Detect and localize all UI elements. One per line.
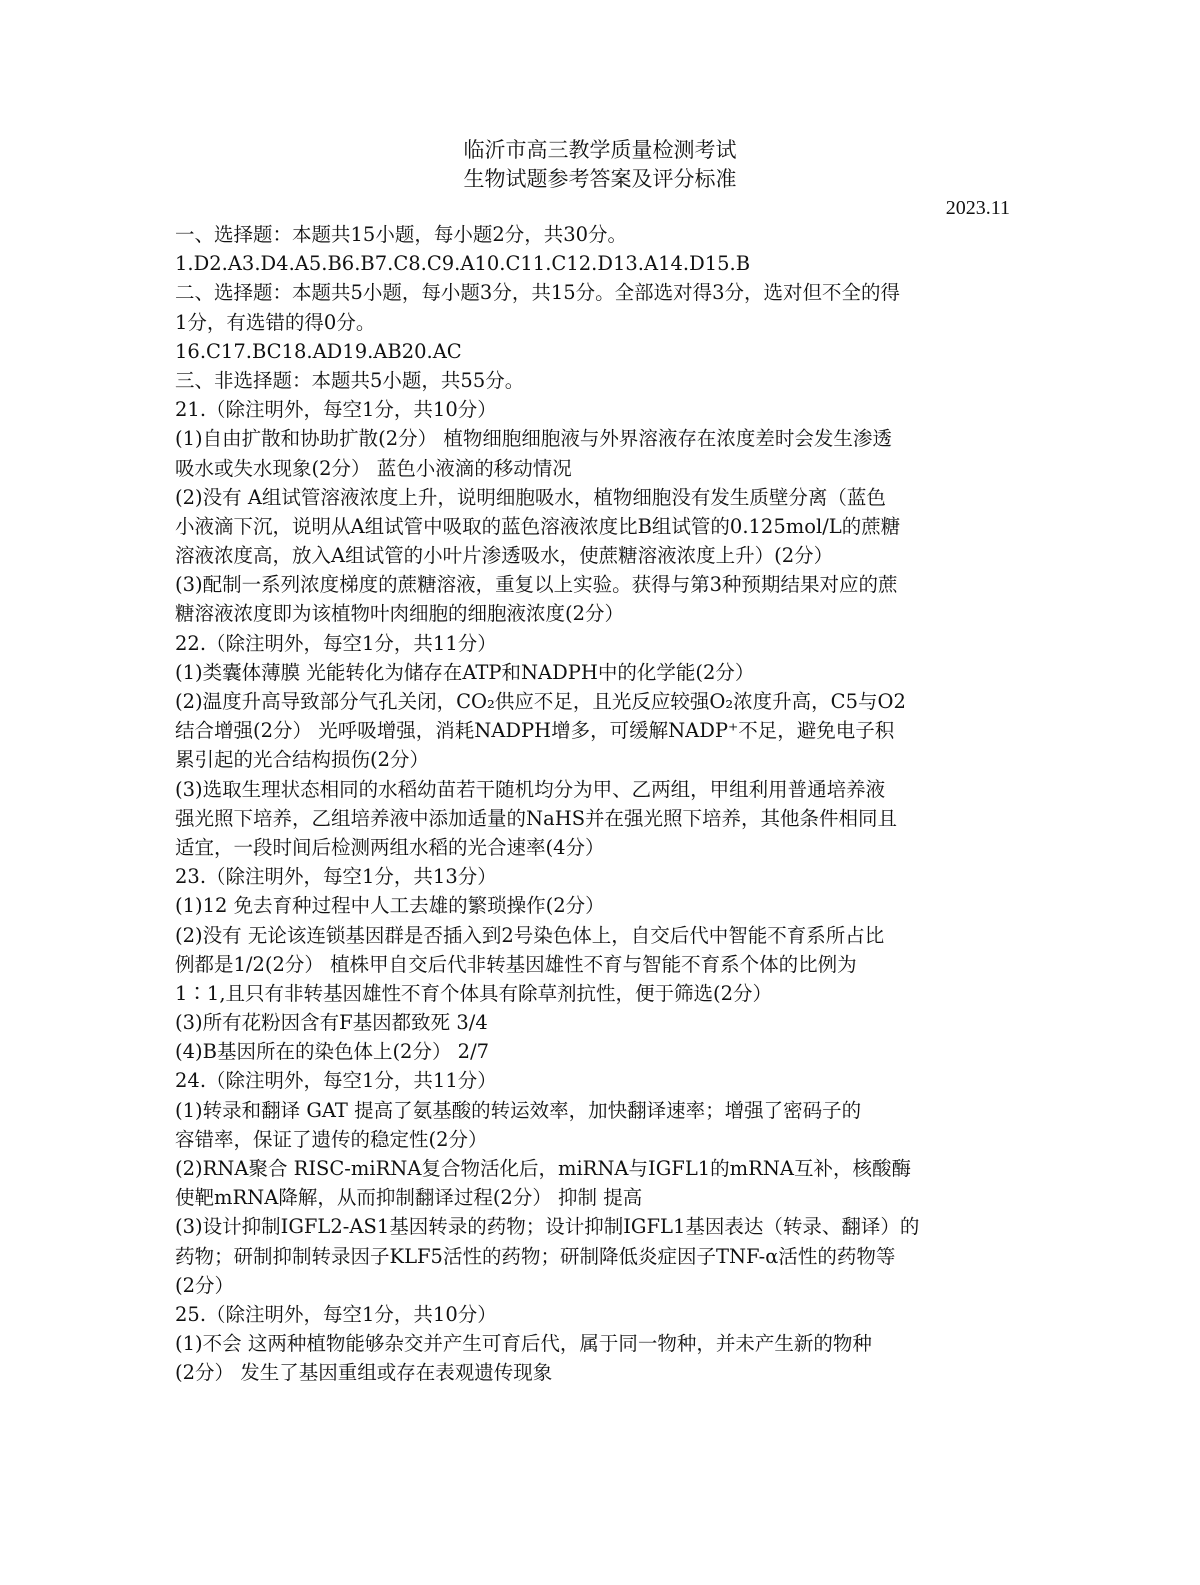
text-line: (2)没有 A组试管溶液浓度上升，说明细胞吸水，植物细胞没有发生质壁分离（蓝色 <box>175 485 886 509</box>
text-line: 1分，有选错的得0分。 <box>175 310 376 334</box>
answer-body <box>175 220 1015 1388</box>
question-heading: 22.（除注明外，每空1分，共11分） <box>175 631 497 655</box>
text-line: 例都是1/2(2分） 植株甲自交后代非转基因雄性不育与智能不育系个体的比例为 <box>175 952 857 976</box>
question-heading: 25.（除注明外，每空1分，共10分） <box>175 1302 497 1326</box>
text-line: 溶液浓度高，放入A组试管的小叶片渗透吸水，使蔗糖溶液浓度上升）(2分） <box>175 544 834 568</box>
text-line: 强光照下培养，乙组培养液中添加适量的NaHS并在强光照下培养，其他条件相同且 <box>175 806 898 830</box>
text-line: 小液滴下沉，说明从A组试管中吸取的蓝色溶液浓度比B组试管的0.125mol/L的蔗糖 <box>175 514 901 538</box>
text-line: 结合增强(2分） 光呼吸增强，消耗NADPH增多，可缓解NADP⁺不足，避免电子积 <box>175 719 895 743</box>
text-line: (3)选取生理状态相同的水稻幼苗若干随机均分为甲、乙两组，甲组利用普通培养液 <box>175 777 886 801</box>
question-heading: 24.（除注明外，每空1分，共11分） <box>175 1069 497 1093</box>
text-line: 1∶1,且只有非转基因雄性不育个体具有除草剂抗性，便于筛选(2分） <box>175 981 773 1005</box>
text-line: 累引起的光合结构损伤(2分） <box>175 748 430 772</box>
text-line: (1)类囊体薄膜 光能转化为储存在ATP和NADPH中的化学能(2分） <box>175 660 755 684</box>
text-line: (1)12 免去育种过程中人工去雄的繁琐操作(2分） <box>175 894 605 918</box>
text-line: (1)不会 这两种植物能够杂交并产生可育后代，属于同一物种，并未产生新的物种 <box>175 1332 872 1356</box>
text-line: (2分） <box>175 1273 235 1297</box>
text-line: (4)B基因所在的染色体上(2分） 2/7 <box>175 1040 490 1064</box>
question-heading: 21.（除注明外，每空1分，共10分） <box>175 398 497 422</box>
document-date: 2023.11 <box>945 197 1010 219</box>
text-line: (2)RNA聚合 RISC-miRNA复合物活化后，miRNA与IGFL1的mRNA互补，核酸酶 <box>175 1157 911 1180</box>
answer-line: 16.C17.BC18.AD19.AB20.AC <box>175 339 462 363</box>
question-heading: 23.（除注明外，每空1分，共13分） <box>175 865 497 889</box>
text-line: (1)自由扩散和协助扩散(2分） 植物细胞细胞液与外界溶液存在浓度差时会发生渗透 <box>175 427 892 451</box>
text-line: 药物；研制抑制转录因子KLF5活性的药物；研制降低炎症因子TNF-α活性的药物等 <box>175 1244 896 1268</box>
text-line: (2分） 发生了基因重组或存在表观遗传现象 <box>175 1361 553 1385</box>
text-line: 糖溶液浓度即为该植物叶肉细胞的细胞液浓度(2分） <box>175 602 625 626</box>
text-line: (2)没有 无论该连锁基因群是否插入到2号染色体上，自交后代中智能不育系所占比 <box>175 923 885 947</box>
answer-line: 1.D2.A3.D4.A5.B6.B7.C8.C9.A10.C11.C12.D13.A14.D15.B <box>175 252 751 276</box>
text-line: 吸水或失水现象(2分） 蓝色小液滴的移动情况 <box>175 456 572 480</box>
text-line: (3)配制一系列浓度梯度的蔗糖溶液，重复以上实验。获得与第3种预期结果对应的蔗 <box>175 573 898 597</box>
document-title: 临沂市高三教学质量检测考试 <box>463 138 737 162</box>
text-line: (2)温度升高导致部分气孔关闭，CO₂供应不足，且光反应较强O₂浓度升高，C5与O2 <box>175 690 906 713</box>
section-heading: 一、选择题：本题共15小题，每小题2分，共30分。 <box>175 223 628 246</box>
document-subtitle: 生物试题参考答案及评分标准 <box>463 167 737 191</box>
text-line: 容错率，保证了遗传的稳定性(2分） <box>175 1127 488 1151</box>
text-line: (1)转录和翻译 GAT 提高了氨基酸的转运效率，加快翻译速率；增强了密码子的 <box>175 1098 862 1122</box>
section-heading: 三、非选择题：本题共5小题，共55分。 <box>175 368 525 392</box>
text-line: (3)设计抑制IGFL2-AS1基因转录的药物；设计抑制IGFL1基因表达（转录、翻译）的 <box>175 1215 920 1239</box>
text-line: 使靶mRNA降解，从而抑制翻译过程(2分） 抑制 提高 <box>175 1186 643 1210</box>
text-line: (3)所有花粉因含有F基因都致死 3/4 <box>175 1011 488 1035</box>
text-line: 适宜，一段时间后检测两组水稻的光合速率(4分） <box>175 835 605 859</box>
section-heading: 二、选择题：本题共5小题，每小题3分，共15分。全部选对得3分，选对但不全的得 <box>175 281 901 305</box>
